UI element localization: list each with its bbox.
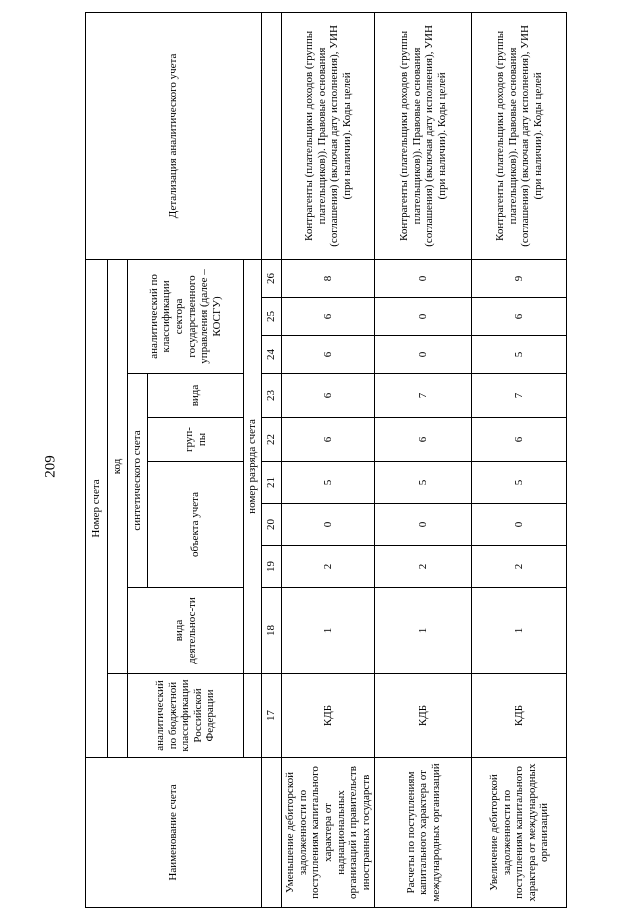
header-analytic-detail: Детализация аналитического учета xyxy=(86,12,262,259)
rotated-table-container xyxy=(85,13,551,908)
row-cell: 0 xyxy=(472,504,567,546)
column-number-blank xyxy=(262,12,282,259)
row-cell: КДБ xyxy=(375,674,472,758)
header-analytic-kosgu: аналитический по классификации сектора государственного управления (далее – КОСГУ) xyxy=(128,259,244,373)
header-synthetic: синтетического счета xyxy=(128,374,148,588)
row-cell: 6 xyxy=(282,298,375,336)
row-account-name: Расчеты по поступлениям капитального характера от международных организаций xyxy=(375,758,472,908)
column-number: 25 xyxy=(262,298,282,336)
row-cell: 0 xyxy=(375,298,472,336)
column-number: 19 xyxy=(262,546,282,588)
row-cell: 1 xyxy=(282,588,375,674)
row-cell: 1 xyxy=(375,588,472,674)
row-account-name: Увеличение дебиторской задолженности по поступлениям капитального характера от международных организаций xyxy=(472,758,567,908)
row-cell: 7 xyxy=(472,374,567,418)
row-cell: 6 xyxy=(472,298,567,336)
row-cell: 5 xyxy=(472,462,567,504)
row-cell: 8 xyxy=(282,259,375,297)
header-code: код xyxy=(108,259,128,673)
header-analytic-budget: аналитический по бюджетной классификации Российской Федерации xyxy=(128,674,244,758)
header-object: объекта учета xyxy=(148,462,244,588)
row-cell: 5 xyxy=(472,336,567,374)
column-number-blank xyxy=(262,758,282,908)
row-detail: Контрагенты (плательщики доходов (группы плательщиков)). Правовые основания (соглашения) (включая дату исполнения), УИН (при наличии). Коды целей xyxy=(282,12,375,259)
column-number: 21 xyxy=(262,462,282,504)
row-cell: 7 xyxy=(375,374,472,418)
column-number: 20 xyxy=(262,504,282,546)
row-cell: КДБ xyxy=(282,674,375,758)
table-row xyxy=(282,12,375,907)
header-group: груп-пы xyxy=(148,418,244,462)
row-account-name: Уменьшение дебиторской задолженности по поступлениям капитального характера от наднациональных организаций и правительств иностранных государств xyxy=(282,758,375,908)
row-cell: 9 xyxy=(472,259,567,297)
row-cell: 1 xyxy=(472,588,567,674)
column-number: 26 xyxy=(262,259,282,297)
column-number: 23 xyxy=(262,374,282,418)
row-cell: КДБ xyxy=(472,674,567,758)
column-number: 22 xyxy=(262,418,282,462)
row-cell: 5 xyxy=(375,462,472,504)
column-number: 17 xyxy=(262,674,282,758)
row-cell: 5 xyxy=(282,462,375,504)
row-cell: 0 xyxy=(375,336,472,374)
row-cell: 6 xyxy=(282,418,375,462)
row-cell: 6 xyxy=(375,418,472,462)
accounts-table xyxy=(85,12,567,908)
table-row xyxy=(375,12,472,907)
header-account-name: Наименование счета xyxy=(86,758,262,908)
row-cell: 2 xyxy=(472,546,567,588)
table-row xyxy=(472,12,567,907)
page-number: 209 xyxy=(42,455,59,478)
row-cell: 0 xyxy=(375,504,472,546)
header-digit-blank-left xyxy=(244,674,262,758)
row-detail: Контрагенты (плательщики доходов (группы плательщиков)). Правовые основания (соглашения) (включая дату исполнения), УИН (при наличии). Коды целей xyxy=(472,12,567,259)
header-kind: вида xyxy=(148,374,244,418)
row-cell: 2 xyxy=(282,546,375,588)
row-cell: 6 xyxy=(282,374,375,418)
column-number: 18 xyxy=(262,588,282,674)
row-cell: 0 xyxy=(375,259,472,297)
row-cell: 2 xyxy=(375,546,472,588)
header-account-number: Номер счета xyxy=(86,259,108,757)
header-digit-row: номер разряда счета xyxy=(244,259,262,673)
header-activity-type: вида деятельнос-ти xyxy=(128,588,244,674)
row-cell: 6 xyxy=(282,336,375,374)
header-code-blank-left xyxy=(108,674,128,758)
row-cell: 0 xyxy=(282,504,375,546)
row-cell: 6 xyxy=(472,418,567,462)
row-detail: Контрагенты (плательщики доходов (группы плательщиков)). Правовые основания (соглашения) (включая дату исполнения), УИН (при наличии). Коды целей xyxy=(375,12,472,259)
column-number: 24 xyxy=(262,336,282,374)
